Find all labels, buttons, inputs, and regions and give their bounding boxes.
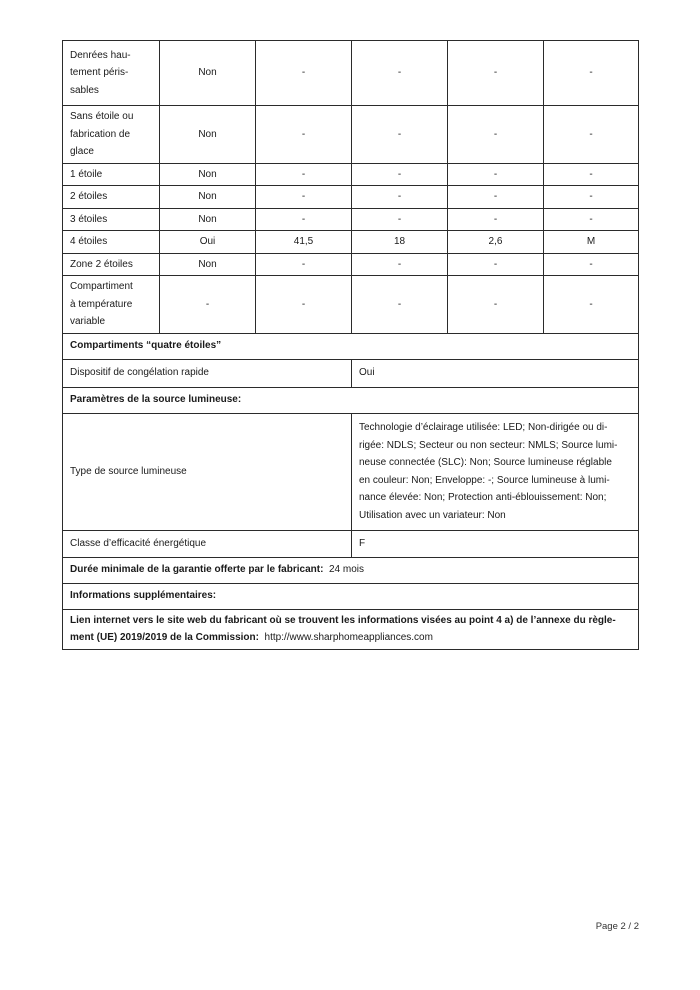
energy-info-table [62, 40, 639, 650]
table-row [63, 186, 639, 209]
compartment-value: - [544, 186, 639, 209]
warranty-cell [63, 557, 639, 583]
table-row [63, 163, 639, 186]
compartment-value: - [544, 208, 639, 231]
compartment-value: - [448, 253, 544, 276]
name-line: Denrées hau- [70, 49, 131, 61]
section-row [63, 609, 639, 649]
compartment-rows [63, 41, 639, 650]
energy-class-value: F [352, 530, 639, 557]
compartment-name: 4 étoiles [63, 231, 160, 254]
compartment-value: - [352, 208, 448, 231]
table-row [63, 106, 639, 164]
rapid-freeze-label: Dispositif de congélation rapide [63, 359, 352, 387]
compartment-present: Non [160, 208, 256, 231]
compartment-present: Oui [160, 231, 256, 254]
table-row [63, 413, 639, 530]
table-row [63, 530, 639, 557]
compartment-value: - [256, 106, 352, 164]
compartment-value: - [544, 253, 639, 276]
compartment-present: Non [160, 41, 256, 106]
compartment-value: 41,5 [256, 231, 352, 254]
warranty-label: Durée minimale de la garantie offerte par le fabricant: [70, 564, 324, 576]
compartment-value: - [448, 276, 544, 334]
light-source-heading: Paramètres de la source lumineuse: [63, 387, 639, 413]
compartment-value: - [448, 186, 544, 209]
compartment-value: - [352, 253, 448, 276]
compartment-value: - [256, 186, 352, 209]
compartment-value: - [256, 253, 352, 276]
compartment-value: 18 [352, 231, 448, 254]
table-row [63, 41, 639, 106]
name-line: Compartiment [70, 281, 133, 292]
compartment-value: - [544, 106, 639, 164]
compartment-value: - [544, 41, 639, 106]
compartment-value: - [448, 163, 544, 186]
compartment-value: - [544, 163, 639, 186]
compartment-value: M [544, 231, 639, 254]
four-star-heading: Compartiments “quatre étoiles” [63, 333, 639, 359]
compartment-present: Non [160, 253, 256, 276]
light-type-value [352, 413, 639, 530]
name-line: sables [70, 84, 99, 96]
section-row [63, 387, 639, 413]
section-row [63, 333, 639, 359]
additional-info-heading: Informations supplémentaires: [63, 583, 639, 609]
energy-class-label: Classe d’efficacité énergétique [63, 530, 352, 557]
page-number: Page 2 / 2 [595, 921, 639, 932]
compartment-present: Non [160, 106, 256, 164]
section-row [63, 557, 639, 583]
light-type-line: nance élevée: Non; Protection anti-éblouissement: Non; [359, 492, 607, 503]
manufacturer-link-cell [63, 609, 639, 649]
light-type-line: rigée: NDLS; Secteur ou non secteur: NMLS; Source lumi- [359, 439, 618, 451]
light-type-line: neuse connectée (SLC): Non; Source lumineuse réglable [359, 457, 612, 468]
warranty-value: 24 mois [328, 564, 364, 576]
section-row [63, 583, 639, 609]
compartment-value: - [256, 41, 352, 106]
table-row [63, 208, 639, 231]
compartment-value: - [352, 186, 448, 209]
light-type-line: en couleur: Non; Enveloppe: -; Source lumineuse à lumi- [359, 474, 610, 486]
table-row [63, 276, 639, 334]
light-type-line: Technologie d’éclairage utilisée: LED; Non-dirigée ou di- [359, 422, 608, 433]
compartment-name [63, 41, 160, 106]
compartment-value: - [448, 208, 544, 231]
link-label-line-2 [70, 629, 631, 647]
name-line: variable [70, 316, 106, 327]
compartment-value: - [256, 276, 352, 334]
compartment-value: - [448, 41, 544, 106]
name-line: à température [70, 298, 133, 310]
manufacturer-url[interactable]: http://www.sharphomeappliances.com [264, 632, 433, 643]
compartment-value: - [544, 276, 639, 334]
compartment-present: Non [160, 186, 256, 209]
light-type-label: Type de source lumineuse [63, 413, 352, 530]
table-row [63, 231, 639, 254]
light-type-line: Utilisation avec un variateur: Non [359, 509, 506, 521]
compartment-name: 1 étoile [63, 163, 160, 186]
compartment-present: - [160, 276, 256, 334]
rapid-freeze-value: Oui [352, 359, 639, 387]
name-line: glace [70, 146, 94, 157]
name-line: tement péris- [70, 67, 129, 79]
table-row [63, 253, 639, 276]
name-line: fabrication de [70, 128, 131, 140]
compartment-value: - [352, 163, 448, 186]
compartment-name: 2 étoiles [63, 186, 160, 209]
compartment-name [63, 276, 160, 334]
compartment-name: 3 étoiles [63, 208, 160, 231]
link-label: ment (UE) 2019/2019 de la Commission: [70, 632, 259, 643]
compartment-value: - [352, 41, 448, 106]
link-label-line: Lien internet vers le site web du fabricant où se trouvent les informations visées au point 4 a) de l’annexe du règle- [70, 614, 616, 626]
compartment-value: - [352, 276, 448, 334]
compartment-name: Zone 2 étoiles [63, 253, 160, 276]
name-line: Sans étoile ou [70, 111, 134, 122]
table-row [63, 359, 639, 387]
compartment-value: - [256, 163, 352, 186]
compartment-name [63, 106, 160, 164]
compartment-value: 2,6 [448, 231, 544, 254]
compartment-value: - [352, 106, 448, 164]
compartment-value: - [448, 106, 544, 164]
compartment-value: - [256, 208, 352, 231]
compartment-present: Non [160, 163, 256, 186]
